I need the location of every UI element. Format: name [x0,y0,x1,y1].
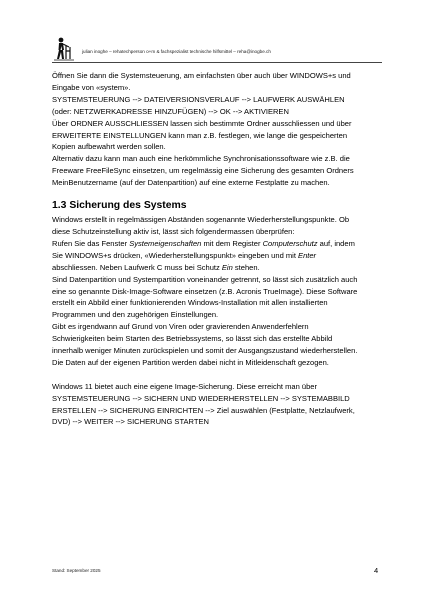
text-run: Freeware FreeFileSync einsetzen, um regelmässig eine Sicherung des gesamten Ordners [52,166,354,176]
text-run: SYSTEMSTEUERUNG --> SICHERN UND WIEDERHERSTELLEN --> SYSTEMABBILD [52,393,350,403]
text-line [52,416,382,428]
text-run: ERSTELLEN --> SICHERUNG EINRICHTEN --> Ziel auswählen (Festplatte, Netzlaufwerk, [52,405,355,415]
text-run: stehen. [232,262,260,272]
text-line [52,226,382,238]
text-run: DVD) --> WEITER --> SICHERUNG STARTEN [52,417,209,427]
text-run: auf, indem [317,238,355,248]
person-with-walker-logo-icon [52,37,78,61]
text-run: abschliessen. Neben Laufwerk C muss bei Schutz [52,262,222,272]
text-run: Die Daten auf der eigenen Partition werden dabei nicht in Mitleidenschaft gezogen. [52,357,329,367]
text-line [52,393,382,405]
text-run: Programmen und den zugehörigen Einstellungen. [52,310,219,320]
text-line [52,250,382,262]
text-run: Windows 11 bietet auch eine eigene Image-Sicherung. Diese erreicht man über [52,381,317,391]
italic-text-run: Systemeigenschaften [129,238,202,248]
text-run: Öffnen Sie dann die Systemsteuerung, am einfachsten über auch über WINDOWS+s und [52,71,351,80]
text-run: MeinBenutzername (auf der Datenpartition) auf eine externe Festplatte zu machen. [52,178,330,188]
text-run: Sie WINDOWS+s drücken, «Wiederherstellungspunkt» eingeben und mit [52,250,299,260]
text-line [52,141,382,153]
text-line [52,274,382,286]
text-run: Kopien aufbewahrt werden sollen. [52,142,166,152]
text-line [52,165,382,177]
text-line [52,118,382,130]
text-run: diese Schutzeinstellung aktiv ist, lässt sich folgendermassen überprüfen: [52,226,295,236]
document-body [52,70,382,428]
text-run: Windows erstellt in regelmässigen Abständen sogenannte Wiederherstellungspunkte. Ob [52,215,350,225]
text-run: mit dem Register [201,238,263,248]
text-run: SYSTEMSTEUERUNG --> DATEIVERSIONSVERLAUF --> LAUFWERK AUSWÄHLEN [52,94,345,104]
text-line [52,405,382,417]
footer-date: Stand: September 2025 [52,568,101,573]
text-line [52,177,382,189]
page-header [52,37,382,61]
italic-text-run: Enter [298,250,317,260]
header-divider [52,62,382,63]
text-line [52,238,382,250]
text-line [52,153,382,165]
text-run: Rufen Sie das Fenster [52,238,130,248]
paragraph-block-file-history [52,70,382,189]
text-line [52,262,382,274]
text-line [52,82,382,94]
text-line [52,381,382,393]
header-text: julian inoghe – rehatechperson o+m & fachspezialist technische hilfsmittel – reha@inogbe.ch [82,49,271,54]
italic-text-run: Ein [221,262,233,272]
text-run: Sind Datenpartition und Systempartition voneinander getrennt, so lässt sich zusätzlich auch [52,274,358,284]
text-run: (oder: NETZWERKADRESSE HINZUFÜGEN) --> OK --> AKTIVIEREN [52,106,289,116]
paragraph-block-system-backup [52,214,382,369]
paragraph-block-image-backup [52,381,382,429]
italic-text-run: Computerschutz [262,238,318,248]
text-line [52,309,382,321]
text-run: Über ORDNER AUSSCHLIESSEN lassen sich bestimmte Ordner ausschliessen und über [52,118,352,128]
text-run: innerhalb weniger Minuten zurückspielen und somit der Ausgangszustand wiederherstellen. [52,346,358,356]
text-line [52,70,382,82]
text-line [52,94,382,106]
text-run: Gibt es irgendwann auf Grund von Viren oder gravierenden Anwenderfehlern [52,322,309,332]
text-line [52,297,382,309]
text-run: Alternativ dazu kann man auch eine herkömmliche Synchronisationssoftware wie z.B. die [52,154,350,164]
text-run: Eingabe von «system». [52,82,131,92]
text-run: Schwierigkeiten beim Starten des Betriebssystems, so lässt sich das erstellte Abbild [52,334,333,344]
text-run: eine so genannte Disk-Image-Software einsetzen (z.B. Acronis TrueImage). Diese Software [52,286,358,296]
text-line [52,333,382,345]
text-line [52,130,382,142]
text-line [52,286,382,298]
text-line [52,321,382,333]
text-line [52,357,382,369]
text-line [52,345,382,357]
page-number: 4 [374,566,379,575]
text-line [52,106,382,118]
text-run: erstellt ein Abbild einer funktionierenden Windows-Installation mit allen installierten [52,298,328,308]
text-line [52,214,382,226]
text-run: ERWEITERTE EINSTELLUNGEN kann man z.B. festlegen, wie lange die gespeicherten [52,130,348,140]
section-heading: 1.3 Sicherung des Systems [52,200,187,212]
